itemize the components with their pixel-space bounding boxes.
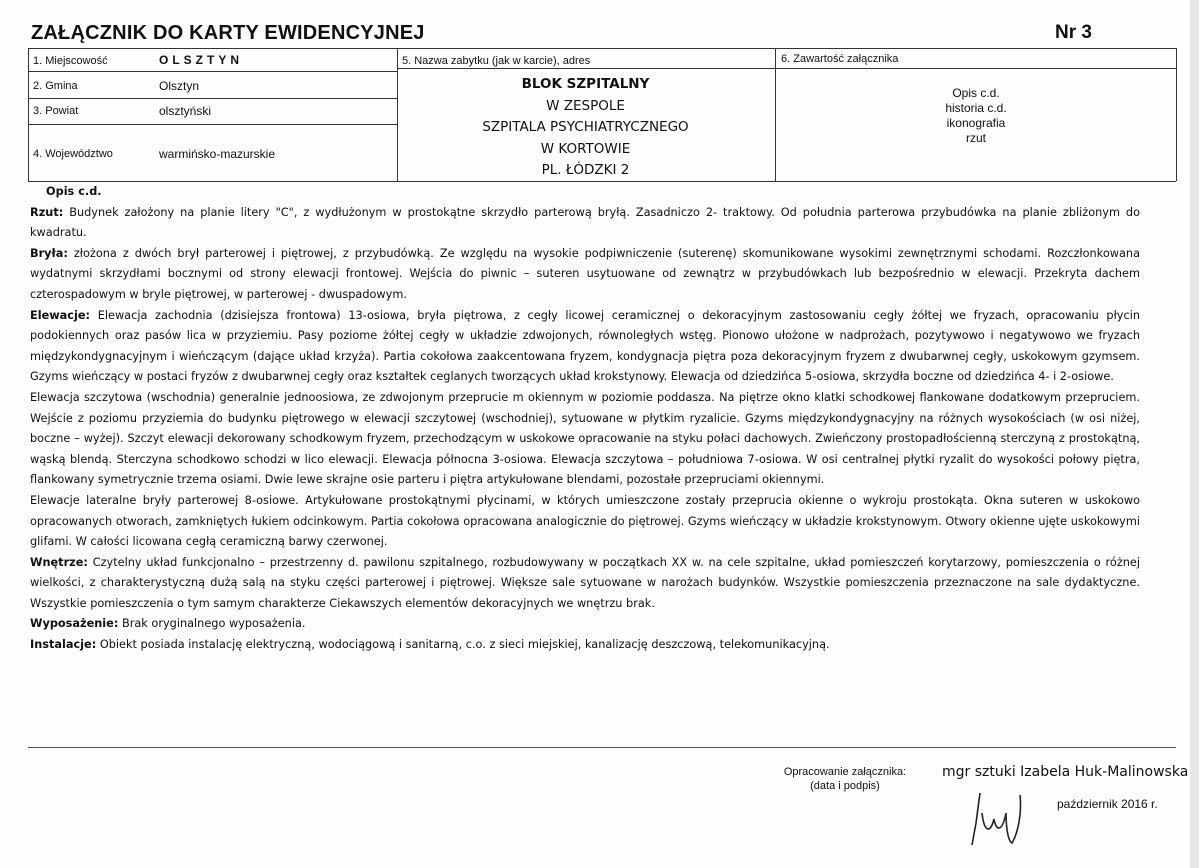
elewacje-label: Elewacje:	[30, 308, 91, 322]
bryla-text: złożona z dwóch brył parterowej i piętrowej, z przybudówką. Ze względu na wysokie podpiwniczenie (suterenę) skomunikowane wysokimi zewnętrznymi schodami. Rozczłonkowana wydatnymi skrzydłami bocznymi od strony elewacji frontowej. Wejścia do piwnic – suteren usytuowane od zewnątrz w przybudówkach lub bezpośrednio w elewacji. Przekryta dachem czterospadowym w bryle piętrowej, w parterowej - dwuspadowym.	[30, 246, 1141, 301]
wojewodztwo-value: warmińsko-mazurskie	[159, 147, 276, 161]
contents-line: Opis c.d.	[952, 86, 1000, 100]
footer-label-line: Opracowanie załącznika:	[783, 766, 907, 778]
powiat-label: 3. Powiat	[33, 105, 79, 117]
document-date: październik 2016 r.	[1057, 797, 1158, 811]
name-line: SZPITALA PSYCHIATRYCZNEGO	[482, 119, 689, 135]
description-body	[30, 182, 1140, 656]
contents-line: ikonografia	[946, 116, 1006, 130]
wyposazenie-paragraph	[30, 614, 1140, 635]
name-line: BLOK SZPITALNY	[521, 76, 650, 92]
szczytowa-paragraph: Elewacja szczytowa (wschodnia) generalnie jednoosiowa, ze zdwojonym przeprucie m okiennym w poziomie poddasza. Na piętrze okno klatki schodkowej flankowane dodatkowym przepruciem. Wejście z poziomu przyziemia do budynku piętrowego w elewacji szczytowej (wschodniej), sytuowane w płytkim ryzalicie. Gzyms międzykondygnacyjny na różnych wysokościach (w osi niżej, boczne – wyżej). Szczyt elewacji dekorowany schodkowym fryzem, przechodzącym w uskokowe opracowanie na styku połaci dachowych. Zwieńczony prostopadłościenną sterczyną z prostokątną, wąską blendą. Sterczyna schodkowo schodzi w lico elewacji. Elewacja północna 3-osiowa. Elewacja szczytowa – południowa 7-osiowa. W osi centralnej płytki ryzalit do wysokości połowy piętra, flankowany symetrycznie trzema osiami. Dwie lewe skrajne osie parteru i piętra artykułowane blendami, pozostałe przepruciami okiennymi.	[30, 390, 1140, 487]
handwritten-signature	[960, 783, 1030, 853]
gmina-value: Olsztyn	[159, 79, 200, 93]
wojewodztwo-label: 4. Województwo	[33, 148, 113, 160]
attachment-number: Nr 3	[1055, 22, 1092, 43]
wyposazenie-text: Brak oryginalnego wyposażenia.	[121, 617, 306, 631]
elewacje-paragraph	[30, 306, 1140, 388]
table-left-border	[28, 48, 29, 181]
instalacje-label: Instalacje:	[30, 638, 97, 652]
monument-name	[397, 74, 774, 182]
contents-line: historia c.d.	[945, 101, 1007, 115]
document-title: ZAŁĄCZNIK DO KARTY EWIDENCYJNEJ	[31, 22, 425, 44]
instalacje-text: Obiekt posiada instalację elektryczną, wodociągową i sanitarną, c.o. z sieci miejskiej, kanalizację deszczową, telekomunikacyjną.	[99, 638, 830, 652]
name-line: W ZESPOLE	[546, 97, 625, 114]
elewacje-text: Elewacja zachodnia (dzisiejsza frontowa) 13-osiowa, bryła piętrowa, z cegły licowej ceramicznej o dekoracyjnym zastosowaniu cegły żółtej we fryzach, opracowaniu płycin podokiennych oraz pasów lica w przyziemiu. Pasy poziome żółtej cegły w układzie zdwojonych, równoległych wstęg. Pionowo ułożone w nadprożach, pozytywowo i negatywowo we fryzach międzykondygnacyjnym i wieńczącym (dające układ krzyża). Partia cokołowa zaakcentowana fryzem, kondygnacja piętra poza dekoracyjnym fryzem z dwubarwnej cegły, uskokowym gzymsem. Gzyms wieńczący w postaci fryzów z dwubarwnej cegły oraz kształtek ceglanych tworzących układ krokstynowy. Elewacja od dziedzińca 5-osiowa, skrzydła boczne od dziedzińca 4- i 2-osiowe.	[30, 308, 1141, 384]
scan-edge	[1190, 0, 1199, 868]
lateralne-paragraph: Elewacje lateralne bryły parterowej 8-osiowe. Artykułowane prostokątnymi płycinami, w których umieszczone zostały przeprucia okienne o wykroju prostokąta. Okna suteren w uskokowo opracowanych otworach, zamkniętych łukiem odcinkowym. Partia cokołowa opracowana analogicznie do piętrowej. Gzyms wieńczący w układzie krokstynowym. Otwory okienne ujęte uskokowymi glifami. W całości licowana cegłą ceramiczną barwy czerwonej.	[30, 493, 1140, 549]
wnetrze-label: Wnętrze:	[30, 555, 88, 569]
wnetrze-paragraph	[30, 553, 1140, 615]
table-top-border	[28, 48, 1176, 49]
wyposazenie-label: Wyposażenie:	[30, 617, 119, 631]
miejscowosc-value: OLSZTYN	[159, 53, 243, 67]
rzut-paragraph	[30, 203, 1140, 244]
attachment-contents	[776, 86, 1176, 146]
name-line: PL. ŁÓDZKI 2	[541, 162, 630, 178]
table-row-divider	[28, 124, 397, 125]
rzut-text: Budynek założony na planie litery "C", z wydłużonym w prostokątne skrzydło parterową bryłą. Zasadniczo 2- traktowy. Od południa parterowa przybudówka na planie zbliżonym do kwadratu.	[30, 205, 1140, 240]
miejscowosc-label: 1. Miejscowość	[33, 55, 108, 67]
name-line: W KORTOWIE	[540, 140, 631, 157]
nazwa-zabytku-label: 5. Nazwa zabytku (jak w karcie), adres	[402, 55, 591, 67]
wnetrze-text: Czytelny układ funkcjonalno – przestrzenny d. pawilonu szpitalnego, rozbudowywany w początkach XX w. na cele szpitalne, układ pomieszczeń korytarzowy, pomieszczenia o różnej wielkości, z charakterystyczną dużą salą na styku części parterowej i piętrowej. Większe sale sytuowane w narożach budynków. Wszystkie pomieszczenia przeznaczone na sale dydaktyczne. Wszystkie pomieszczenia o tym samym charakterze Ciekawszych elementów dekoracyjnych we wnętrzu brak.	[30, 555, 1140, 610]
table-right-border	[1176, 48, 1177, 181]
zawartosc-label: 6. Zawartość załącznika	[781, 53, 899, 65]
section-heading: Opis c.d.	[46, 185, 102, 198]
instalacje-paragraph	[30, 635, 1140, 656]
footer-label-line: (data i podpis)	[810, 780, 880, 792]
footer-divider	[28, 747, 1176, 748]
author-name: mgr sztuki Izabela Huk-Malinowska	[942, 764, 1189, 780]
gmina-label: 2. Gmina	[33, 80, 78, 92]
powiat-value: olsztyński	[159, 104, 212, 118]
contents-line: rzut	[965, 131, 986, 145]
rzut-label: Rzut:	[30, 205, 64, 219]
table-row-divider	[28, 71, 397, 72]
footer-label	[780, 765, 910, 793]
bryla-paragraph	[30, 244, 1140, 306]
table-row-divider	[28, 98, 397, 99]
table-row-divider	[397, 68, 1176, 69]
bryla-label: Bryła:	[30, 246, 68, 260]
